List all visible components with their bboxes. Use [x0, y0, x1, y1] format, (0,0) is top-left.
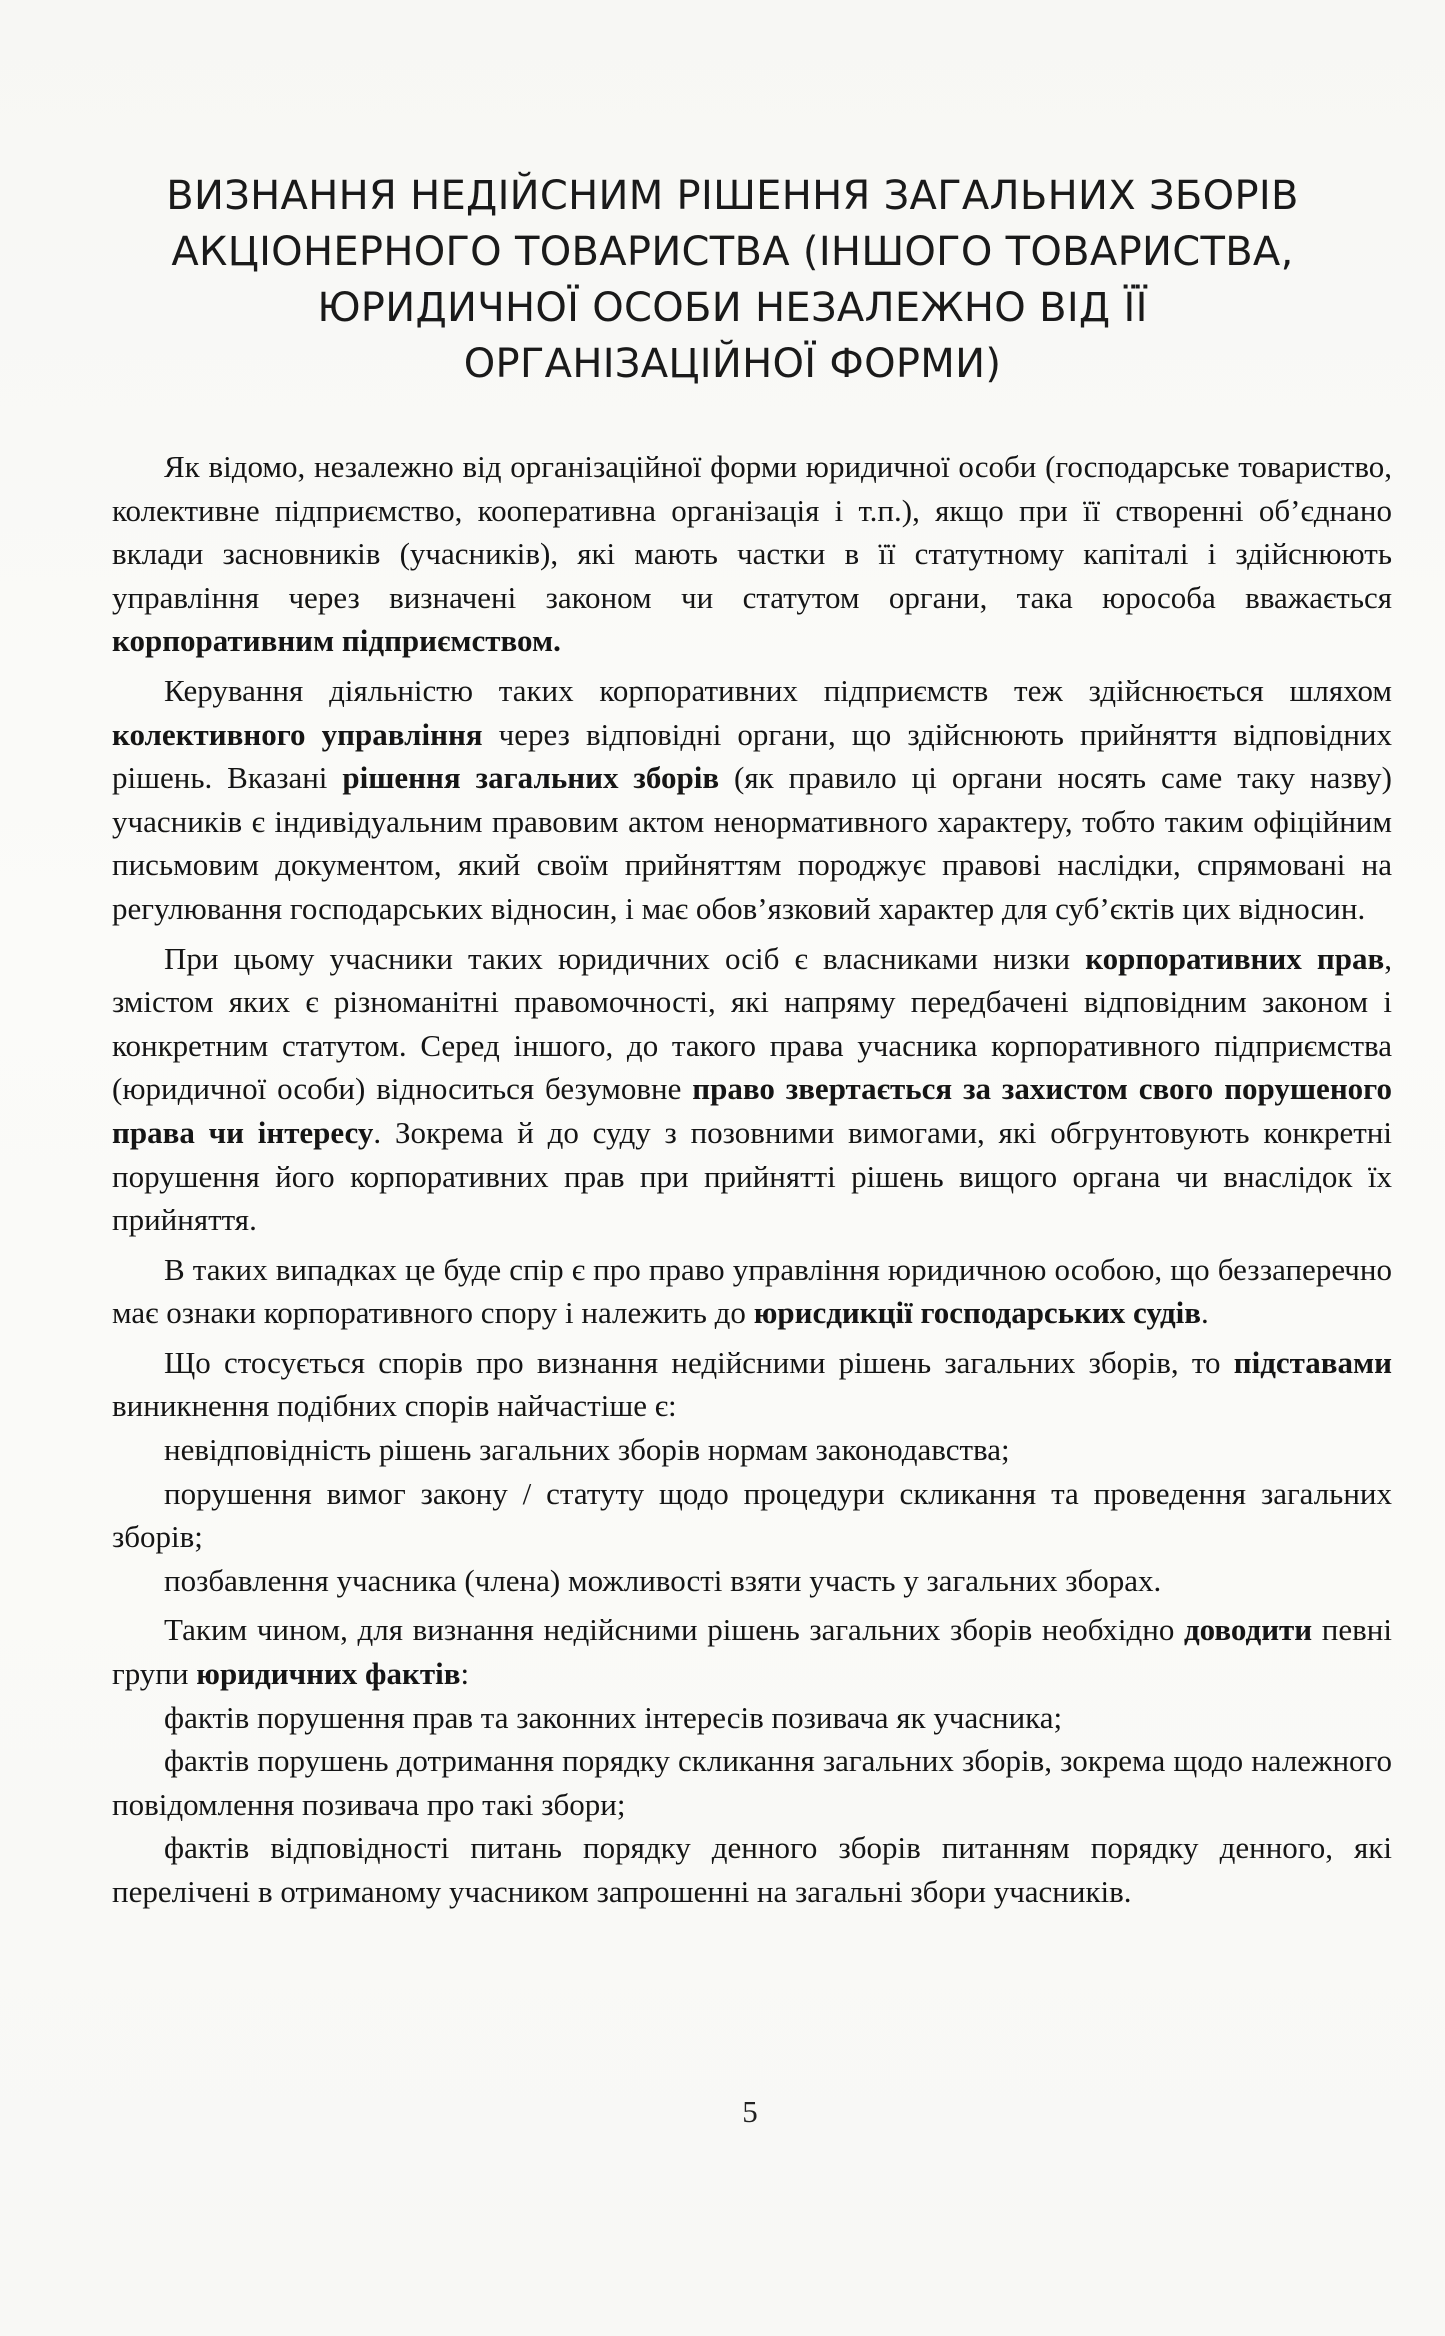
text-span: Як відомо, незалежно від організаційної форми юридичної особи (господарське товариство, колективне підприємство, кооперативна організація і т.п.), якщо при її створенні об’єднано вклади засновників (учасників), які мають частки в її статутному капіталі і здійснюють управління через визначені законом чи статутом органи, така юрособа вважається — [112, 449, 1392, 615]
page-number: 5 — [742, 2094, 758, 2129]
list-item: фактів відповідності питань порядку денного зборів питанням порядку денного, які перелічені в отриманому учасником запрошенні на загальні збори учасників. — [112, 1830, 1392, 1909]
page-title: ВИЗНАННЯ НЕДІЙСНИМ РІШЕННЯ ЗАГАЛЬНИХ ЗБОРІВ АКЦІОНЕРНОГО ТОВАРИСТВА (ІНШОГО ТОВАРИСТВА, ЮРИДИЧНОЇ ОСОБИ НЕЗАЛЕЖНО ВІД ЇЇ ОРГАНІЗАЦІЙНОЇ ФОРМИ) — [166, 173, 1299, 387]
paragraph-collective-management — [112, 669, 1392, 931]
paragraph-grounds — [112, 1341, 1392, 1428]
paragraph-corporate-rights — [112, 937, 1392, 1242]
text-span: через відповідні органи, що здійснюють прийняття відповідних рішень. Вказані — [112, 716, 1392, 796]
bold-term: корпоративних прав — [1085, 940, 1385, 976]
bold-term: підставами — [1233, 1344, 1392, 1380]
list-item: фактів порушення прав та законних інтересів позивача як учасника; — [164, 1699, 1063, 1735]
bold-term: юрисдикції господарських судів — [753, 1295, 1201, 1331]
list-item: невідповідність рішень загальних зборів нормам законодавства; — [164, 1432, 1010, 1468]
bold-term: доводити — [1183, 1612, 1313, 1648]
list-item: порушення вимог закону / статуту щодо процедури скликання та проведення загальних зборів; — [112, 1475, 1392, 1555]
text-span: . — [1201, 1295, 1209, 1331]
body-text — [112, 445, 1392, 1914]
text-span: , змістом яких є різноманітні правомочності, які напряму передбачені відповідним законом і конкретним статутом. Серед іншого, до такого права учасника корпоративного підприємства (юридичної особи) відноситься безумовне — [112, 940, 1392, 1107]
list-item: позбавлення учасника (члена) можливості взяти участь у загальних зборах. — [164, 1562, 1162, 1598]
text-span: : — [460, 1656, 470, 1692]
text-span: виникнення подібних спорів найчастіше є: — [112, 1388, 677, 1424]
text-span: Керування діяльністю таких корпоративних підприємств теж здійснюється шляхом — [164, 672, 1392, 708]
text-span: В таких випадках це буде спір є про право управління юридичною особою, що беззаперечно має ознаки корпоративного спору і належить до — [112, 1251, 1392, 1331]
list-item: фактів порушень дотримання порядку скликання загальних зборів, зокрема щодо належного повідомлення позивача про такі збори; — [112, 1743, 1392, 1822]
paragraph-legal-facts — [112, 1608, 1392, 1695]
bold-term: право звертається за захистом свого порушеного права чи інтересу — [112, 1071, 1392, 1150]
text-span: . Зокрема й до суду з позовними вимогами, які обгрунтовують конкретні порушення його корпоративних прав при прийнятті рішень вищого органа чи внаслідок їх прийняття. — [112, 1114, 1392, 1238]
text-span: (як правило ці органи носять саме таку назву) учасників є індивідуальним правовим актом ненормативного характеру, тобто таким офіційним письмовим документом, який своїм прийняттям породжує правові наслідки, спрямовані на регулювання господарських відносин, і має обов’язковий характер для суб’єктів цих відносин. — [112, 760, 1392, 926]
bold-term: колективного управління — [112, 716, 483, 752]
text-span: Таким чином, для визнання недійсними рішень загальних зборів необхідно — [164, 1612, 1184, 1648]
bold-term: корпоративним підприємством. — [112, 623, 561, 659]
bold-term: рішення загальних зборів — [342, 760, 720, 796]
paragraph-corporate-enterprise — [112, 445, 1392, 663]
bold-term: юридичних фактів — [196, 1656, 461, 1692]
text-span: певні групи — [112, 1612, 1392, 1692]
text-span: Що стосується спорів про визнання недійсними рішень загальних зборів, то — [164, 1344, 1234, 1380]
text-span: При цьому учасники таких юридичних осіб є власниками низки — [164, 940, 1086, 976]
paragraph-jurisdiction — [112, 1248, 1392, 1335]
